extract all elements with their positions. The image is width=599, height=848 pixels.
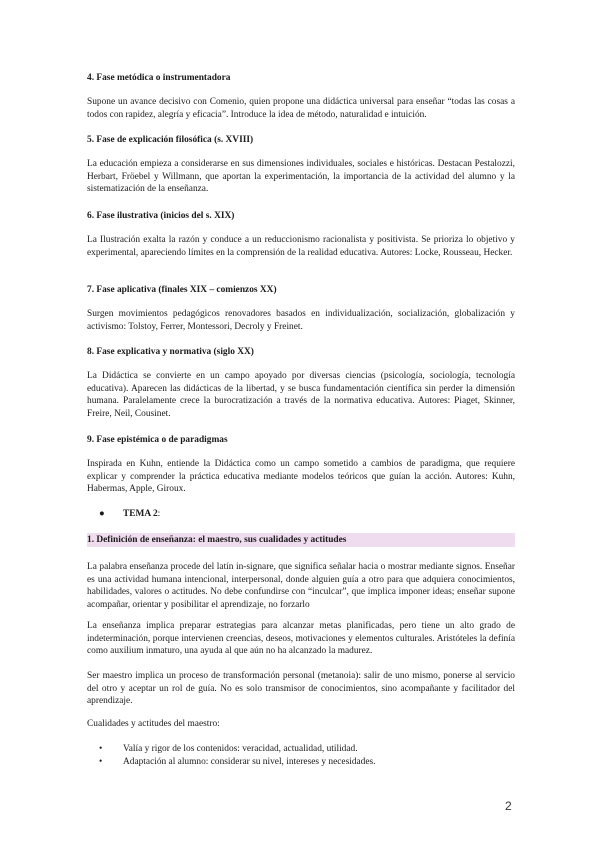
paragraph-1: La palabra enseñanza procede del latín in-signare, que significa señalar hacia o mostrar mediante signos. Enseñar es una actividad humana intencional, interpersonal, donde alguien guía a otro para que adquiera conocimientos, habilidades, valores o actitudes. No debe confundirse con “inculcar”, que implica imponer ideas; enseñar supone acompañar, orientar y posibilitar el aprendizaje, no forzarlo bbox=[87, 562, 515, 610]
section-heading-9: 9. Fase epistémica o de paradigmas bbox=[87, 435, 228, 445]
paragraph-3: Ser maestro implica un proceso de transformación personal (metanoia): salir de uno mismo, ponerse al servicio del otro y aceptar un rol de guía. No es solo transmisor de conocimientos, sino acompañante y facilitador del aprendizaje. bbox=[87, 671, 515, 707]
qualities-intro: Cualidades y actitudes del maestro: bbox=[87, 719, 220, 729]
section-body-8: La Didáctica se convierte en un campo apoyado por diversas ciencias (psicología, sociología, tecnología educativa). Aparecen las didácticas de la libertad, y se busca fundamentación científica sin perder la dimensión humana. Paralelamente crece la burocratización a través de la normativa educativa. Autores: Piaget, Skinner, Freire, Neil, Cousinet. bbox=[87, 371, 515, 419]
bullet-item-2: Adaptación al alumno: considerar su nivel, intereses y necesidades. bbox=[123, 757, 376, 767]
section-heading-5: 5. Fase de explicación filosófica (s. XVIII) bbox=[87, 135, 254, 145]
section-heading-7: 7. Fase aplicativa (finales XIX – comienzos XX) bbox=[87, 285, 277, 295]
bullet-mark-1: • bbox=[99, 744, 103, 754]
tema-heading: 1. Definición de enseñanza: el maestro, sus cualidades y actitudes bbox=[87, 533, 515, 547]
section-heading-8: 8. Fase explicativa y normativa (siglo XX) bbox=[87, 347, 254, 357]
section-body-5: La educación empieza a considerarse en sus dimensiones individuales, sociales e históricas. Destacan Pestalozzi, Herbart, Fröebel y Willmann, que aportan la experimentación, la importancia de la actividad del alumno y la sistematización de la enseñanza. bbox=[87, 159, 515, 195]
tema-label-suffix: : bbox=[157, 509, 161, 519]
bullet-item-1: Valía y rigor de los contenidos: veracidad, actualidad, utilidad. bbox=[123, 744, 358, 754]
bullet-mark-2: • bbox=[99, 757, 103, 767]
paragraph-2: La enseñanza implica preparar estrategias para alcanzar metas planificadas, pero tiene un alto grado de indeterminación, porque intervienen creencias, deseos, motivaciones y elementos culturales. Aristóteles la definía como auxilium inmaturo, una ayuda al que aún no ha alcanzado la madurez. bbox=[87, 621, 515, 657]
section-heading-6: 6. Fase ilustrativa (inicios del s. XIX) bbox=[87, 211, 235, 221]
section-body-4: Supone un avance decisivo con Comenio, quien propone una didáctica universal para enseñar “todas las cosas a todos con rapidez, alegría y eficacia”. Introduce la idea de método, naturalidad e intuición. bbox=[87, 97, 515, 120]
section-body-7: Surgen movimientos pedagógicos renovadores basados en individualización, socialización, globalización y activismo: Tolstoy, Ferrer, Montessori, Decroly y Freinet. bbox=[87, 309, 515, 332]
section-body-9: Inspirada en Kuhn, entiende la Didáctica como un campo sometido a cambios de paradigma, que requiere explicar y comprender la práctica educativa mediante modelos teóricos que guían la acción. Autores: Kuhn, Habermas, Apple, Giroux. bbox=[87, 459, 515, 495]
page-number: 2 bbox=[505, 799, 512, 813]
tema-bullet: ● bbox=[99, 509, 105, 519]
section-body-6: La Ilustración exalta la razón y conduce a un reduccionismo racionalista y positivista. Se prioriza lo objetivo y experimental, apareciendo límites en la comprensión de la realidad educativa. Autores: Locke, Rousseau, Hecker. bbox=[87, 235, 515, 258]
section-heading-4: 4. Fase metódica o instrumentadora bbox=[87, 73, 231, 83]
tema-label bbox=[123, 508, 160, 520]
tema-label-text: TEMA 2 bbox=[123, 509, 158, 519]
